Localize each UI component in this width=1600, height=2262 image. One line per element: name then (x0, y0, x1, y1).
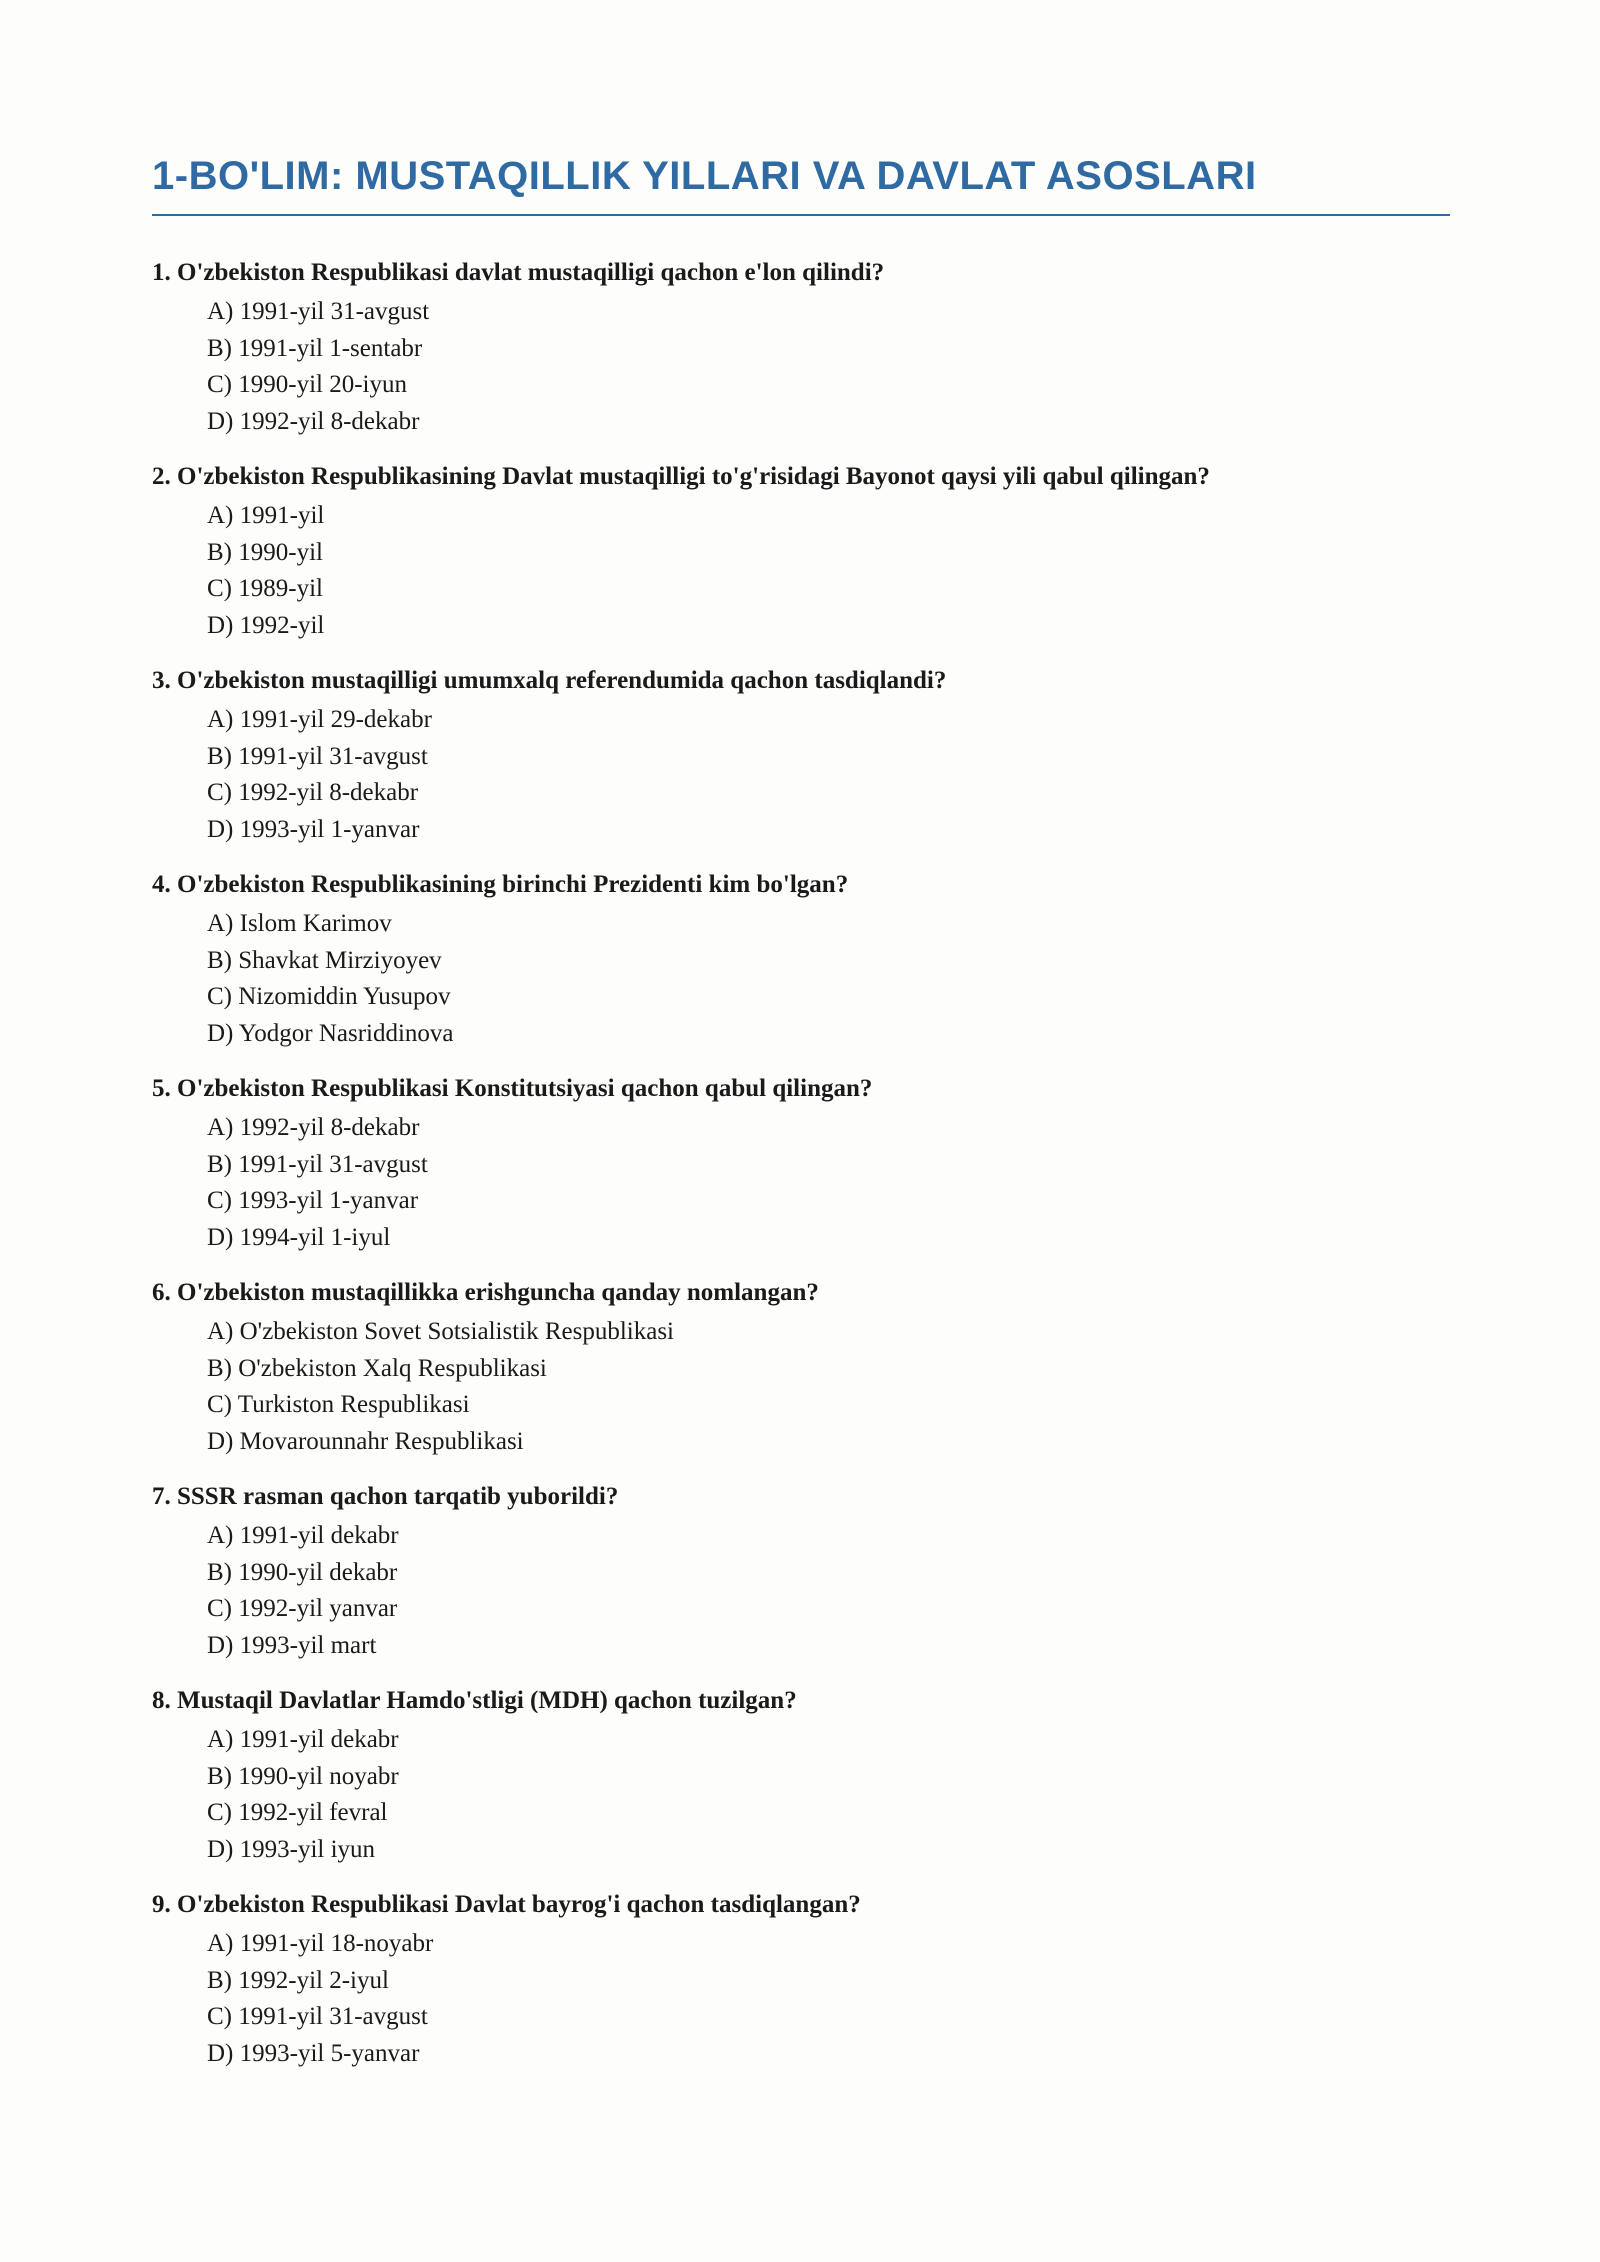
option-b: B) 1990-yil (207, 538, 323, 566)
question-3 (152, 664, 1450, 848)
question-2 (152, 460, 1450, 644)
question-9 (152, 1888, 1450, 2072)
option-c: C) 1992-yil fevral (207, 1799, 388, 1826)
answer-options (152, 906, 1450, 1052)
option-d: D) 1993-yil iyun (207, 1835, 376, 1863)
option-c: C) Turkiston Respublikasi (207, 1391, 470, 1418)
option-b: B) 1992-yil 2-iyul (207, 1966, 389, 1994)
option-a: A) 1991-yil dekabr (207, 1726, 399, 1753)
question-text: 6. O'zbekiston mustaqillikka erishguncha qanday nomlangan? (152, 1279, 819, 1306)
option-c: C) 1992-yil yanvar (207, 1595, 398, 1622)
answer-options (152, 702, 1450, 848)
option-d: D) 1993-yil 1-yanvar (207, 815, 420, 843)
option-d: D) 1992-yil 8-dekabr (207, 407, 420, 435)
question-text: 7. SSSR rasman qachon tarqatib yuborildi? (152, 1483, 619, 1510)
option-b: B) 1990-yil noyabr (207, 1762, 399, 1790)
option-a: A) 1991-yil 18-noyabr (207, 1930, 434, 1957)
option-a: A) 1991-yil (207, 502, 325, 529)
question-8 (152, 1684, 1450, 1868)
question-text: 4. O'zbekiston Respublikasining birinchi Prezidenti kim bo'lgan? (152, 871, 849, 898)
option-d: D) Yodgor Nasriddinova (207, 1019, 454, 1047)
question-5 (152, 1072, 1450, 1256)
question-text: 3. O'zbekiston mustaqilligi umumxalq referendumida qachon tasdiqlandi? (152, 667, 947, 694)
option-d: D) 1993-yil mart (207, 1631, 377, 1659)
question-1 (152, 256, 1450, 440)
option-b: B) 1991-yil 31-avgust (207, 742, 428, 770)
option-a: A) 1991-yil dekabr (207, 1522, 399, 1549)
option-d: D) Movarounnahr Respublikasi (207, 1427, 524, 1455)
document-page (152, 150, 1450, 2092)
question-text: 5. O'zbekiston Respublikasi Konstitutsiyasi qachon qabul qilingan? (152, 1075, 873, 1102)
option-d: D) 1994-yil 1-iyul (207, 1223, 391, 1251)
answer-options (152, 498, 1450, 644)
option-c: C) 1990-yil 20-iyun (207, 371, 407, 398)
option-c: C) Nizomiddin Yusupov (207, 983, 451, 1010)
question-text: 2. O'zbekiston Respublikasining Davlat mustaqilligi to'g'risidagi Bayonot qaysi yili qabul qilingan? (152, 463, 1210, 490)
question-6 (152, 1276, 1450, 1460)
option-c: C) 1989-yil (207, 575, 323, 602)
option-b: B) Shavkat Mirziyoyev (207, 946, 442, 974)
question-4 (152, 868, 1450, 1052)
answer-options (152, 1110, 1450, 1256)
option-b: B) O'zbekiston Xalq Respublikasi (207, 1354, 547, 1382)
question-text: 1. O'zbekiston Respublikasi davlat mustaqilligi qachon e'lon qilindi? (152, 259, 885, 286)
question-text: 9. O'zbekiston Respublikasi Davlat bayrog'i qachon tasdiqlangan? (152, 1891, 861, 1918)
option-b: B) 1991-yil 31-avgust (207, 1150, 428, 1178)
option-d: D) 1993-yil 5-yanvar (207, 2039, 420, 2067)
answer-options (152, 294, 1450, 440)
answer-options (152, 1518, 1450, 1664)
option-a: A) 1992-yil 8-dekabr (207, 1114, 420, 1141)
question-7 (152, 1480, 1450, 1664)
option-a: A) Islom Karimov (207, 910, 392, 937)
option-c: C) 1991-yil 31-avgust (207, 2003, 428, 2030)
option-b: B) 1990-yil dekabr (207, 1558, 398, 1586)
option-c: C) 1992-yil 8-dekabr (207, 779, 419, 806)
option-b: B) 1991-yil 1-sentabr (207, 334, 423, 362)
option-c: C) 1993-yil 1-yanvar (207, 1187, 419, 1214)
option-a: A) 1991-yil 29-dekabr (207, 706, 432, 733)
question-list (152, 256, 1450, 2072)
answer-options (152, 1314, 1450, 1460)
answer-options (152, 1926, 1450, 2072)
section-title: 1-BO'LIM: MUSTAQILLIK YILLARI VA DAVLAT ASOSLARI (152, 150, 1450, 216)
question-text: 8. Mustaqil Davlatlar Hamdo'stligi (MDH) qachon tuzilgan? (152, 1687, 797, 1714)
answer-options (152, 1722, 1450, 1868)
option-a: A) O'zbekiston Sovet Sotsialistik Respublikasi (207, 1318, 674, 1345)
option-a: A) 1991-yil 31-avgust (207, 298, 430, 325)
option-d: D) 1992-yil (207, 611, 325, 639)
